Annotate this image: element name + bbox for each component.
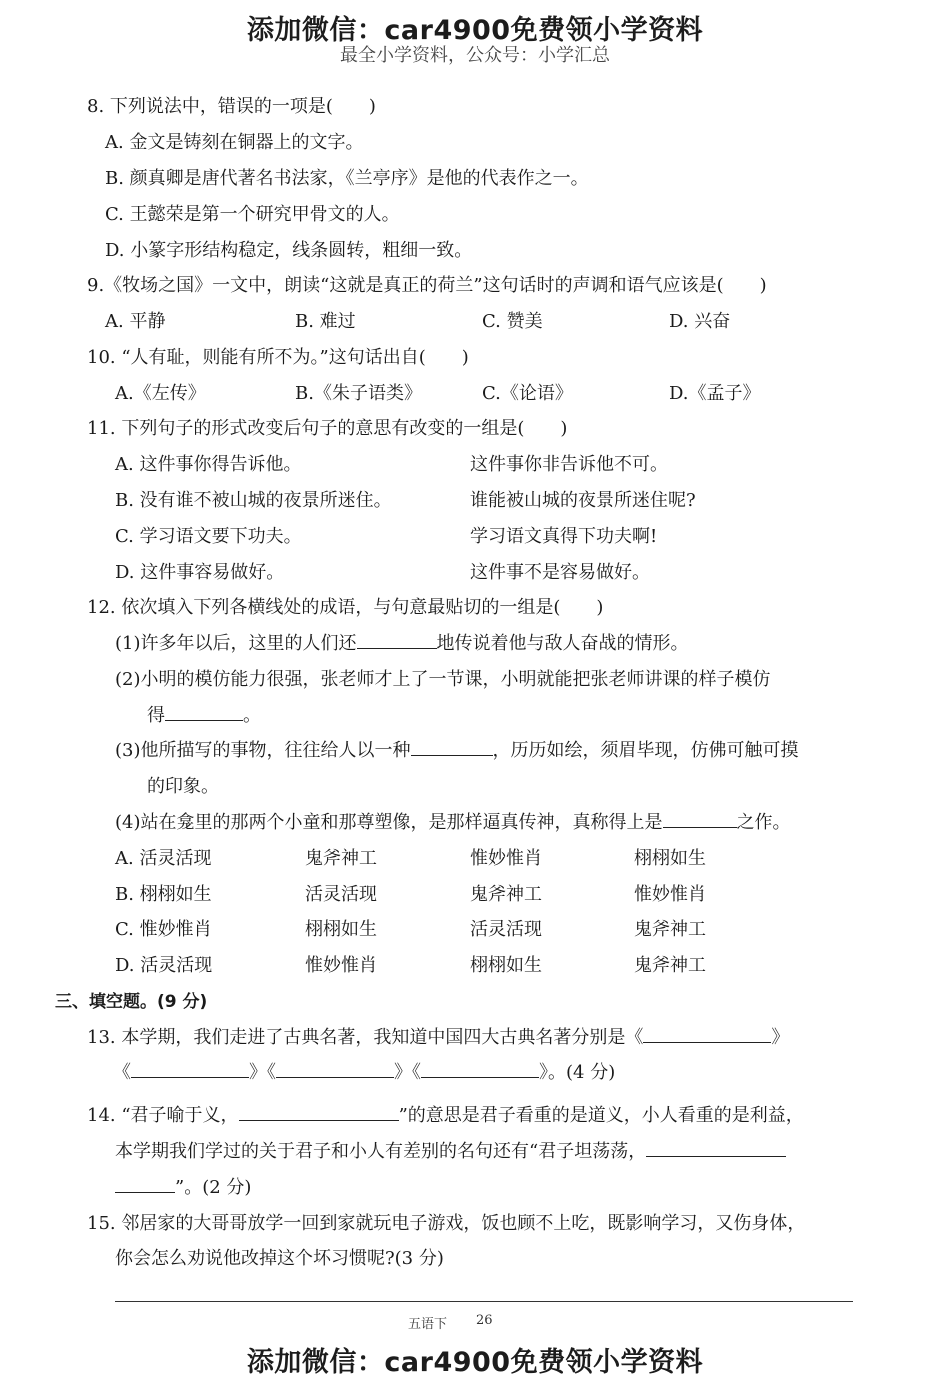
q14-blank-2-cont[interactable] [115,1174,175,1193]
q14-text-1: 14. “君子喻于义， [87,1105,239,1126]
q15-line1: 15. 邻居家的大哥哥放学一回到家就玩电子游戏，饭也顾不上吃，既影响学习，又伤身体， [87,1213,806,1234]
q9-option-d: D. 兴奋 [669,311,731,332]
q12-option-c-3: 活灵活现 [470,919,542,940]
q13-blank-3[interactable] [276,1059,394,1078]
q8-option-c: C. 王懿荣是第一个研究甲骨文的人。 [105,204,400,225]
section-3-title: 三、填空题。(9 分) [55,992,208,1012]
q13-line2 [113,1058,615,1084]
q12-option-b-2: 活灵活现 [305,884,377,905]
q12-option-b-4: 惟妙惟肖 [634,884,706,905]
q12-option-c-1: C. 惟妙惟肖 [115,919,212,940]
q11-b-right: 谁能被山城的夜景所迷住呢? [470,490,696,511]
q12-option-b-3: 鬼斧神工 [470,884,542,905]
watermark-top: 添加微信：car4900免费领小学资料 [246,15,704,46]
q12-sentence-2-cont [147,701,261,727]
q11-b-left: B. 没有谁不被山城的夜景所迷住。 [115,490,392,511]
q12-option-b-1: B. 栩栩如生 [115,884,212,905]
q13-end: 》。(4 分) [539,1062,616,1083]
q15-line2: 你会怎么劝说他改掉这个坏习惯呢?(3 分) [115,1248,444,1269]
q12-s2-before: 得 [147,705,165,726]
q8-stem: 8. 下列说法中，错误的一项是( ) [87,96,376,117]
q8-option-d: D. 小篆字形结构稳定，线条圆转，粗细一致。 [105,240,473,261]
q12-option-d-2: 惟妙惟肖 [305,955,377,976]
q12-option-a-4: 栩栩如生 [634,848,706,869]
q12-option-a-3: 惟妙惟肖 [470,848,542,869]
q12-s4-before: (4)站在龛里的那两个小童和那尊塑像，是那样逼真传神，真称得上是 [115,812,663,833]
q11-a-right: 这件事你非告诉他不可。 [470,454,668,475]
q13-blank-4[interactable] [421,1059,539,1078]
q9-option-b: B. 难过 [295,311,356,332]
q12-s1-before: (1)许多年以后，这里的人们还 [115,633,357,654]
q13-text: 13. 本学期，我们走进了古典名著，我知道中国四大古典名著分别是《 [87,1027,644,1048]
q8-option-a: A. 金文是铸刻在铜器上的文字。 [105,132,364,153]
q10-option-d: D.《孟子》 [669,383,761,404]
q14-blank-1[interactable] [239,1102,399,1121]
q13-open: 《 [113,1062,131,1083]
q9-option-c: C. 赞美 [482,311,543,332]
partial-header-line: 最全小学资料，公众号：小学汇总 [340,45,610,66]
q13-blank-2[interactable] [131,1059,249,1078]
q10-option-b: B.《朱子语类》 [295,383,422,404]
q11-d-left: D. 这件事容易做好。 [115,562,285,583]
q14-line2 [115,1137,786,1163]
q12-s2-line1: (2)小明的模仿能力很强，张老师才上了一节课，小明就能把张老师讲课的样子模仿 [115,669,771,690]
q14-text-3: 本学期我们学过的关于君子和小人有差别的名句还有“君子坦荡荡， [115,1141,647,1162]
footer-page-number: 26 [476,1313,493,1328]
q12-s3-line2: 的印象。 [147,776,219,797]
q14-line3 [115,1173,251,1199]
q11-stem: 11. 下列句子的形式改变后句子的意思有改变的一组是( ) [87,418,568,439]
q14-blank-2[interactable] [646,1138,786,1157]
q14-line1 [87,1101,804,1127]
q11-c-left: C. 学习语文要下功夫。 [115,526,302,547]
q12-option-a-1: A. 活灵活现 [115,848,212,869]
q12-blank-1[interactable] [357,630,437,649]
q14-text-4: ”。(2 分) [175,1177,252,1198]
q14-text-2: ”的意思是君子看重的是道义，小人看重的是利益， [398,1105,804,1126]
q12-option-d-4: 鬼斧神工 [634,955,706,976]
q13-close-1: 》 [771,1027,790,1048]
q13-mid-2: 》《 [394,1062,421,1083]
q12-option-c-2: 栩栩如生 [305,919,377,940]
q10-option-c: C.《论语》 [482,383,573,404]
q12-option-d-3: 栩栩如生 [470,955,542,976]
q10-option-a: A.《左传》 [115,383,206,404]
q12-blank-4[interactable] [663,809,737,828]
q12-s4-after: 之作。 [736,812,791,833]
q12-option-c-4: 鬼斧神工 [634,919,706,940]
q13-line1 [87,1023,789,1049]
footer-rule [115,1301,853,1302]
q12-sentence-3 [115,736,799,762]
q11-d-right: 这件事不是容易做好。 [470,562,650,583]
q8-option-b: B. 颜真卿是唐代著名书法家，《兰亭序》是他的代表作之一。 [105,168,589,189]
q12-option-a-2: 鬼斧神工 [305,848,377,869]
q9-option-a: A. 平静 [105,311,166,332]
q12-option-d-1: D. 活灵活现 [115,955,213,976]
q12-sentence-4 [115,808,791,834]
q12-stem: 12. 依次填入下列各横线处的成语，与句意最贴切的一组是( ) [87,597,604,618]
q12-blank-2[interactable] [165,702,243,721]
q10-stem: 10. “人有耻，则能有所不为。”这句话出自( ) [87,347,469,368]
q13-mid-1: 》《 [249,1062,276,1083]
q13-blank-1[interactable] [643,1024,771,1043]
q12-s3-after: ，历历如绘，须眉毕现，仿佛可触可摸 [492,740,799,761]
q12-s2-after: 。 [243,705,261,726]
watermark-bottom: 添加微信：car4900免费领小学资料 [246,1347,704,1378]
q11-a-left: A. 这件事你得告诉他。 [115,454,302,475]
footer-book: 五语下 [408,1317,448,1332]
q11-c-right: 学习语文真得下功夫啊! [470,526,658,547]
q12-sentence-1 [115,629,689,655]
q9-stem: 9.《牧场之国》一文中，朗读“这就是真正的荷兰”这句话时的声调和语气应该是( ) [87,275,767,296]
q12-s1-after: 地传说着他与敌人奋战的情形。 [436,633,689,654]
q12-s3-before: (3)他所描写的事物，往往给人以一种 [115,740,411,761]
q12-blank-3[interactable] [411,737,493,756]
